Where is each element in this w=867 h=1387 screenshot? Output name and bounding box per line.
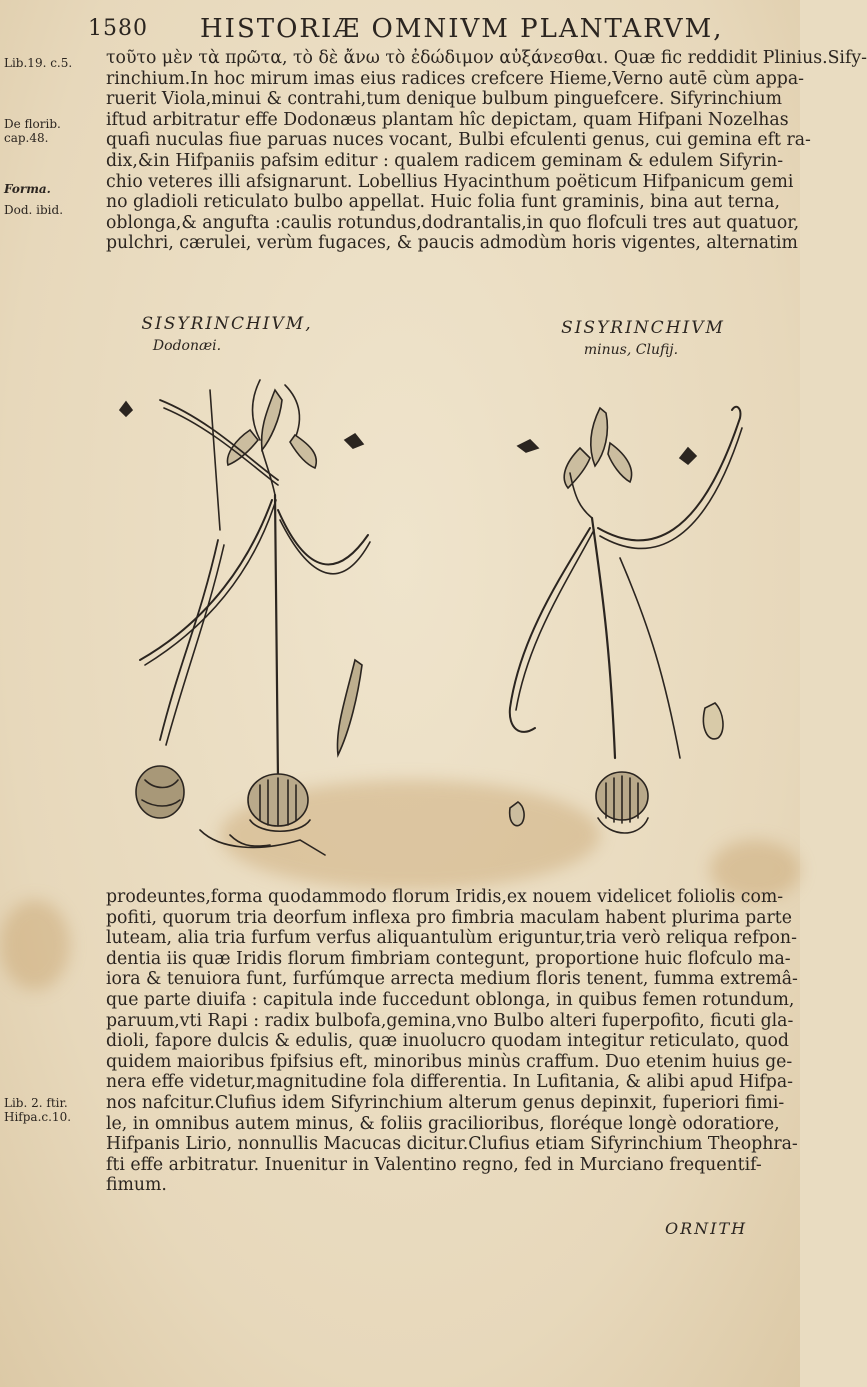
text-line: pulchri, cærulei, verùm fugaces, & paucis admodùm horis vigentes, alternatim xyxy=(106,233,798,254)
margin-note: Lib.19. c.5. xyxy=(4,56,73,70)
text-line: fti effe arbitratur. Inuenitur in Valentino regno, fed in Murciano frequentif- xyxy=(106,1154,762,1175)
figure-title: SISYRINCHIVM xyxy=(561,318,725,338)
figure-caption: minus, Clufij. xyxy=(583,342,679,358)
text-line: quafi nuculas fiue paruas nuces vocant, Bulbi efculenti genus, cui gemina eft ra- xyxy=(106,130,811,151)
text-line: nera effe videtur,magnitudine fola differentia. In Lufitania, & alibi apud Hifpa- xyxy=(106,1072,794,1093)
text-line: paruum,vti Rapi : radix bulbofa,gemina,vno Bulbo alteri fuperpofito, ficuti gla- xyxy=(106,1010,794,1031)
text-line: nos nafcitur.Clufius idem Sifyrinchium alterum genus depinxit, fuperiori fimi- xyxy=(106,1092,785,1113)
plant-illustration-left xyxy=(100,360,400,860)
text-line: iftud arbitratur effe Dodonæus plantam hîc depictam, quam Hifpani Nozelhas xyxy=(106,109,789,130)
page-header xyxy=(0,14,800,44)
text-line: ruerit Viola,minui & contrahi,tum denique bulbum pinguefcere. Sifyrinchium xyxy=(106,89,783,110)
page-number: 1580 xyxy=(88,16,148,41)
margin-note: Dod. ibid. xyxy=(4,203,64,217)
figure-title: SISYRINCHIVM, xyxy=(141,314,313,334)
text-line: Hifpanis Lirio, nonnullis Macucas dicitur.Clufius etiam Sifyrinchium Theophra- xyxy=(106,1134,798,1155)
text-line: fimum. xyxy=(106,1175,167,1196)
text-line: que parte diuifa : capitula inde fuccedunt oblonga, in quibus femen rotundum, xyxy=(106,989,795,1010)
paragraph-top xyxy=(106,48,867,254)
figure-caption: Dodonæi. xyxy=(152,338,222,354)
text-line: τοῦτο μὲν τὰ πρῶτα, τὸ δὲ ἄνω τὸ ἐδώδιμον αὐξάνεσθαι. Quæ fic reddidit Plinius.Sify- xyxy=(106,48,867,68)
plant-illustration-right xyxy=(480,378,760,858)
paragraph-bottom xyxy=(106,887,798,1196)
margin-note: Forma. xyxy=(4,182,51,196)
water-stain xyxy=(0,900,70,990)
text-line: pofiti, quorum tria deorfum inflexa pro fimbria maculam habent plurima parte xyxy=(106,907,792,928)
margin-note: De florib. cap.48. xyxy=(4,117,61,145)
text-line: le, in omnibus autem minus, & foliis gracilioribus, floréque longè odoratiore, xyxy=(106,1113,780,1134)
text-line: no gladioli reticulato bulbo appellat. Huic folia funt graminis, bina aut terna, xyxy=(106,192,780,213)
margin-note: Lib. 2. ftir. Hifpa.c.10. xyxy=(4,1096,72,1124)
text-line: chio veteres illi afsignarunt. Lobellius Hyacinthum poëticum Hifpanicum gemi xyxy=(106,171,794,192)
text-line: quidem maioribus fpifsius eft, minoribus minùs craffum. Duo etenim huius ge- xyxy=(106,1051,793,1072)
text-line: rinchium.In hoc mirum imas eius radices crefcere Hieme,Verno autē cùm appa- xyxy=(106,68,804,89)
text-line: dix,&in Hifpaniis pafsim editur : qualem radicem geminam & edulem Sifyrin- xyxy=(106,150,784,171)
text-line: luteam, alia tria furfum verfus aliquantulùm eriguntur,tria verò reliqua refpon- xyxy=(106,928,797,949)
catchword: ORNITH xyxy=(665,1219,748,1238)
text-line: oblonga,& angufta :caulis rotundus,dodrantalis,in quo flofculi tres aut quatuor, xyxy=(106,212,800,233)
text-line: prodeuntes,forma quodammodo florum Iridis,ex nouem videlicet foliolis com- xyxy=(106,887,784,907)
text-line: dioli, fapore dulcis & edulis, quæ inuolucro quodam integitur reticulato, quod xyxy=(106,1031,789,1052)
text-line: dentia iis quæ Iridis florum fimbriam contegunt, proportione huic flofculo ma- xyxy=(106,948,791,969)
running-head: HISTORIÆ OMNIVM PLANTARVM, xyxy=(200,14,724,44)
text-line: iora & tenuiora funt, furfúmque arrecta medium floris tenent, fumma extremâ- xyxy=(106,969,798,990)
